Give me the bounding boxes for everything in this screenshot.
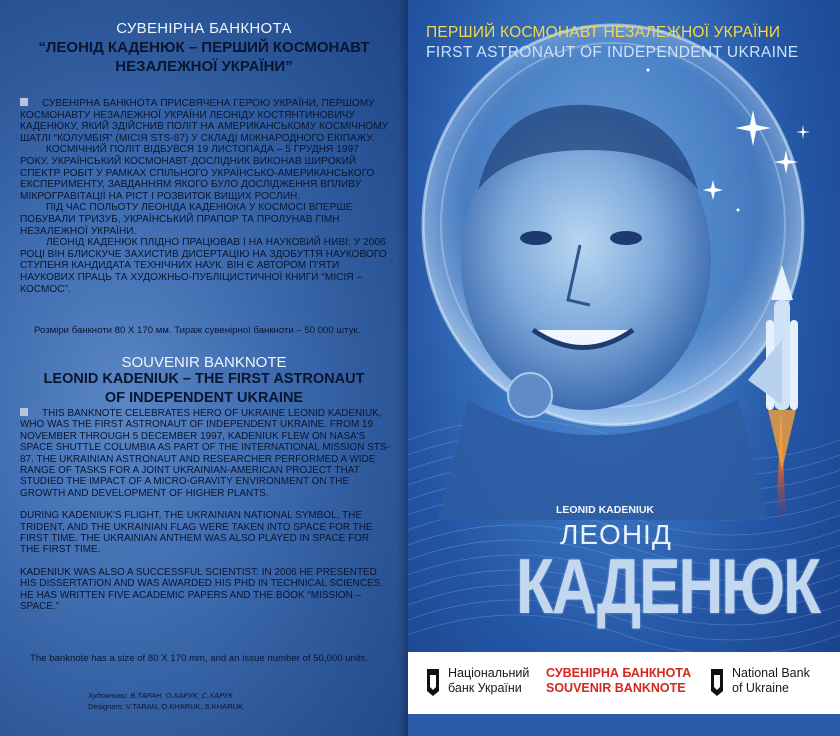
en-size-note: The banknote has a size of 80 X 170 mm, and an issue number of 50,000 units.	[30, 653, 369, 664]
en-heading: SOUVENIR BANKNOTE	[121, 354, 287, 371]
ua-size-note: Розміри банкноти 80 Х 170 мм. Тираж сувенірної банкноти – 50 000 штук.	[34, 325, 361, 336]
name-first-ua: ЛЕОНІД	[560, 519, 672, 550]
en-body-text: THIS BANKNOTE CELEBRATES HERO OF UKRAINE LEONID KADENIUK, WHO WAS THE FIRST ASTRONAUT OF INDEPENDENT UKRAINE. FROM 19 NOVEMBER THROUGH 5 DECEMBER 1997, KADENIUK FLEW ON NASA'S SPACE SHUTTLE COLUMBIA AS PART OF THE INTERNATIONAL MISSION STS-87. THE UKRAINIAN ASTRONAUT AND RESEARCHER PERFORMED A WIDE RANGE OF TASKS FOR A JOINT UKRAINIAN-AMERICAN PROJECT THAT STUDIED THE IMPACT OF A MICRO-GRAVITY ENVIRONMENT ON THE GROWTH AND DEVELOPMENT OF HIGHER PLANTS. DURING KADENIUK'S FLIGHT, THE UKRAINIAN NATIONAL SYMBOL, THE TRIDENT, AND THE UKRAINIAN FLAG WERE TAKEN INTO SPACE FOR THE FIRST TIME. THE UKRAINIAN ANTHEM WAS ALSO PLAYED IN SPACE FOR THE FIRST TIME. KADENIUK WAS ALSO A SUCCESSFUL SCIENTIST: IN 2006 HE PRESENTED HIS DISSERTATION AND WAS AWARDED HIS PHD IN TECHNICAL SCIENCES. HE HAS WRITTEN FIVE ACADEMIC PAPERS AND THE BOOK “MISSION – SPACE.”	[20, 408, 390, 613]
en-subheading: LEONID KADENIUK – THE FIRST ASTRONAUT OF INDEPENDENT UKRAINE	[43, 371, 365, 406]
nbu-ua-name: Національний банк України	[448, 666, 530, 695]
left-info-panel	[0, 0, 408, 736]
bullet-square-icon	[20, 98, 28, 106]
right-cover-panel	[408, 0, 840, 736]
name-en: LEONID KADENIUK	[556, 504, 655, 516]
ua-heading: СУВЕНІРНА БАНКНОТА	[116, 20, 292, 37]
footer-bar	[408, 652, 840, 714]
ua-subheading: “ЛЕОНІД КАДЕНЮК – ПЕРШИЙ КОСМОНАВТ НЕЗАЛЕЖНОЇ УКРАЇНИ”	[38, 39, 370, 75]
name-last-ua: КАДЕНЮК	[516, 544, 819, 631]
souvenir-banknote-label: СУВЕНІРНА БАНКНОТА SOUVENIR BANKNOTE	[546, 666, 692, 695]
designer-credits: Художники: В.ТАРАН, О.ХАРУК, С.ХАРУК Designers: V.TARAN, O.KHARUK, S.KHARUK	[88, 691, 244, 711]
ua-body-text: СУВЕНІРНА БАНКНОТА ПРИСВЯЧЕНА ГЕРОЮ УКРАЇНИ, ПЕРШОМУ КОСМОНАВТУ НЕЗАЛЕЖНОЇ УКРАЇНИ ЛЕОНІДУ КОСТЯНТИНОВИЧУ КАДЕНЮКУ, ЯКИЙ ЗДІЙСНИВ ПОЛІТ НА АМЕРИКАНСЬКОМУ КОСМІЧНОМУ ШАТЛІ “КОЛУМБІЯ” (МІСІЯ STS-87) У СКЛАДІ МІЖНАРОДНОГО ЕКІПАЖУ. КОСМІЧНИЙ ПОЛІТ ВІДБУВСЯ 19 ЛИСТОПАДА – 5 ГРУДНЯ 1997 РОКУ. УКРАЇНСЬКИЙ КОСМОНАВТ-ДОСЛІДНИК ВИКОНАВ ШИРОКИЙ СПЕКТР РОБІТ У РАМКАХ СПІЛЬНОГО УКРАЇНСЬКО-АМЕРИКАНСЬКОГО ЕКСПЕРИМЕНТУ, ЗАВДАННЯМ ЯКОГО БУЛО ДОСЛІДЖЕННЯ ВПЛИВУ МІКРОГРАВІТАЦІЇ НА РІСТ І РОЗВИТОК ВИЩИХ РОСЛИН. ПІД ЧАС ПОЛЬОТУ ЛЕОНІДА КАДЕНЮКА У КОСМОСІ ВПЕРШЕ ПОБУВАЛИ ТРИЗУБ, УКРАЇНСЬКИЙ ПРАПОР ТА ПРОЛУНАВ ГІМН НЕЗАЛЕЖНОЇ УКРАЇНИ. ЛЕОНІД КАДЕНЮК ПЛІДНО ПРАЦЮВАВ І НА НАУКОВИЙ НИВІ: У 2006 РОЦІ ВІН БЛИСКУЧЕ ЗАХИСТИВ ДИСЕРТАЦІЮ НА ЗДОБУТТЯ НАУКОВОГО СТУПЕНЯ КАНДИДАТА ТЕХНІЧНИХ НАУК. ВІН Є АВТОРОМ П'ЯТИ НАУКОВИХ ПРАЦЬ ТА ХУДОЖНЬО-ПУБЛІЦИСТИЧНОЇ КНИГИ “МІСІЯ – КОСМОС”.	[20, 98, 389, 295]
cover-title-en: FIRST ASTRONAUT OF INDEPENDENT UKRAINE	[426, 44, 799, 61]
nbu-logo-icon	[708, 667, 726, 697]
suit-connector	[508, 373, 552, 417]
nbu-logo-icon	[424, 667, 442, 697]
nbu-en-name: National Bank of Ukraine	[732, 666, 810, 695]
cover-title-ua: ПЕРШИЙ КОСМОНАВТ НЕЗАЛЕЖНОЇ УКРАЇНИ	[426, 24, 781, 41]
bottom-strip	[408, 714, 840, 736]
bullet-square-icon	[20, 408, 28, 416]
